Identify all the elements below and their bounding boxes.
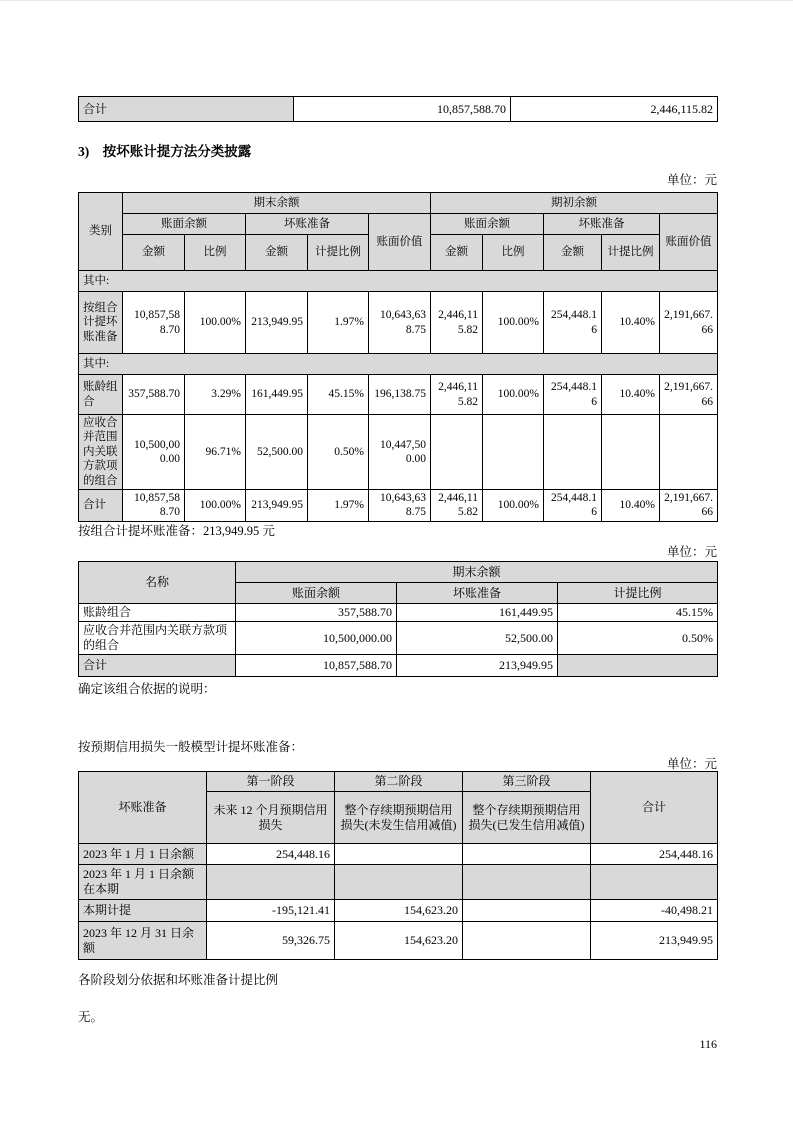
cell: 本期计提	[79, 900, 207, 922]
cell: 10.40%	[602, 375, 660, 415]
table-row	[79, 655, 718, 677]
cell: 357,588.70	[123, 375, 185, 415]
cell	[463, 844, 591, 865]
table-row	[79, 865, 718, 900]
cell: -195,121.41	[207, 900, 335, 922]
header-cell: 账面价值	[369, 214, 431, 271]
table-row	[79, 622, 718, 655]
cell: 10,447,500.00	[369, 415, 431, 490]
cell: 账龄组合	[79, 604, 236, 622]
cell: 100.00%	[483, 489, 544, 521]
header-cell: 期末余额	[236, 562, 718, 583]
group-basis-note: 确定该组合依据的说明：	[78, 682, 216, 696]
cell	[591, 865, 718, 900]
cell	[602, 415, 660, 490]
cell	[335, 865, 463, 900]
cell	[431, 415, 483, 490]
cell: 1.97%	[308, 489, 369, 521]
cell: 10,857,588.70	[123, 489, 185, 521]
header-cell: 金额	[246, 235, 308, 271]
cell: 合计	[79, 489, 123, 521]
header-cell: 坏账准备	[397, 583, 558, 604]
cell: 账龄组合	[79, 375, 123, 415]
cell: 213,949.95	[591, 922, 718, 960]
cell: 0.50%	[308, 415, 369, 490]
table-row	[79, 900, 718, 922]
cell: 161,449.95	[397, 604, 558, 622]
header-cell: 第三阶段	[463, 772, 591, 792]
cell	[207, 865, 335, 900]
header-cell: 坏账准备	[79, 772, 207, 844]
cell: 10.40%	[602, 292, 660, 354]
cell: 254,448.16	[544, 375, 602, 415]
cell	[483, 415, 544, 490]
header-cell: 整个存续期预期信用损失(未发生信用减值)	[335, 792, 463, 844]
header-cell: 类别	[79, 193, 123, 271]
table-row	[79, 97, 718, 122]
cell: 0.50%	[558, 622, 718, 655]
header-cell: 计提比例	[602, 235, 660, 271]
table-row	[79, 375, 718, 415]
cell: 2,191,667.66	[660, 292, 718, 354]
cell: 10,857,588.70	[123, 292, 185, 354]
stage-division-note: 各阶段划分依据和坏账准备计提比例	[78, 973, 279, 987]
cell: 45.15%	[558, 604, 718, 622]
unit-label: 单位：元	[666, 173, 717, 187]
page-number: 116	[699, 1037, 717, 1051]
cell: 10.40%	[602, 489, 660, 521]
ecl-model-note: 按预期信用损失一般模型计提坏账准备：	[78, 740, 304, 754]
cell: 213,949.95	[397, 655, 558, 677]
table-row	[79, 844, 718, 865]
unit-label: 单位：元	[666, 545, 717, 559]
table-header-row	[79, 772, 718, 792]
header-cell: 第二阶段	[335, 772, 463, 792]
header-cell: 第一阶段	[207, 772, 335, 792]
cell: 10,500,000.00	[236, 622, 397, 655]
header-cell: 合计	[591, 772, 718, 844]
cell: 2023 年 1 月 1 日余额在本期	[79, 865, 207, 900]
cell: 2,446,115.82	[431, 489, 483, 521]
cell: 2,191,667.66	[660, 489, 718, 521]
cell	[463, 900, 591, 922]
header-cell: 比例	[483, 235, 544, 271]
group-detail-table	[78, 561, 717, 677]
cell: 100.00%	[483, 292, 544, 354]
cell: 254,448.16	[591, 844, 718, 865]
cell: 357,588.70	[236, 604, 397, 622]
cell: 100.00%	[185, 489, 246, 521]
cell: 10,857,588.70	[236, 655, 397, 677]
cell	[544, 415, 602, 490]
none-text: 无。	[78, 1010, 104, 1024]
cell: 1.97%	[308, 292, 369, 354]
total-row-table	[78, 96, 717, 122]
header-cell: 计提比例	[308, 235, 369, 271]
cell: 3.29%	[185, 375, 246, 415]
cell: 96.71%	[185, 415, 246, 490]
cell: 254,448.16	[544, 292, 602, 354]
ecl-stages-table	[78, 771, 717, 960]
cell	[660, 415, 718, 490]
table-row	[79, 292, 718, 354]
section-heading: 3) 按坏账计提方法分类披露	[78, 144, 252, 159]
cell	[463, 865, 591, 900]
table-row	[79, 354, 718, 375]
table-row	[79, 271, 718, 292]
bad-debt-method-table	[78, 192, 717, 522]
cell: 213,949.95	[246, 489, 308, 521]
table-row	[79, 489, 718, 521]
cell: -40,498.21	[591, 900, 718, 922]
cell: 10,643,638.75	[369, 292, 431, 354]
header-cell: 账面余额	[236, 583, 397, 604]
cell: 合计	[79, 97, 294, 122]
header-cell: 整个存续期预期信用损失(已发生信用减值)	[463, 792, 591, 844]
cell: 10,643,638.75	[369, 489, 431, 521]
cell	[558, 655, 718, 677]
cell: 2023 年 1 月 1 日余额	[79, 844, 207, 865]
header-cell: 坏账准备	[246, 214, 369, 235]
cell: 2,446,115.82	[511, 97, 718, 122]
header-cell: 期初余额	[431, 193, 718, 214]
header-cell: 金额	[123, 235, 185, 271]
cell: 52,500.00	[246, 415, 308, 490]
cell: 161,449.95	[246, 375, 308, 415]
cell: 其中:	[79, 354, 718, 375]
cell: 应收合并范围内关联方款项的组合	[79, 622, 236, 655]
table-header-row	[79, 214, 718, 235]
cell: 其中:	[79, 271, 718, 292]
cell: 254,448.16	[207, 844, 335, 865]
cell: 100.00%	[185, 292, 246, 354]
cell: 52,500.00	[397, 622, 558, 655]
cell: 100.00%	[483, 375, 544, 415]
header-cell: 账面余额	[431, 214, 544, 235]
cell: 254,448.16	[544, 489, 602, 521]
header-cell: 未来 12 个月预期信用损失	[207, 792, 335, 844]
table-row	[79, 922, 718, 960]
cell: 59,326.75	[207, 922, 335, 960]
header-cell: 比例	[185, 235, 246, 271]
cell: 2,446,115.82	[431, 292, 483, 354]
unit-label: 单位：元	[666, 757, 717, 771]
cell: 45.15%	[308, 375, 369, 415]
cell: 196,138.75	[369, 375, 431, 415]
cell: 合计	[79, 655, 236, 677]
cell: 2,446,115.82	[431, 375, 483, 415]
cell: 10,857,588.70	[294, 97, 511, 122]
table-row	[79, 604, 718, 622]
table-header-row	[79, 562, 718, 583]
cell: 213,949.95	[246, 292, 308, 354]
cell	[463, 922, 591, 960]
cell: 按组合计提坏账准备	[79, 292, 123, 354]
cell: 10,500,000.00	[123, 415, 185, 490]
cell: 2,191,667.66	[660, 375, 718, 415]
cell: 154,623.20	[335, 900, 463, 922]
header-cell: 坏账准备	[544, 214, 660, 235]
table-row	[79, 415, 718, 490]
cell: 应收合并范围内关联方款项的组合	[79, 415, 123, 490]
header-cell: 账面价值	[660, 214, 718, 271]
header-cell: 金额	[544, 235, 602, 271]
group-provision-note: 按组合计提坏账准备：213,949.95 元	[78, 524, 275, 538]
cell: 154,623.20	[335, 922, 463, 960]
header-cell: 期末余额	[123, 193, 431, 214]
header-cell: 计提比例	[558, 583, 718, 604]
header-cell: 金额	[431, 235, 483, 271]
table-header-row	[79, 193, 718, 214]
header-cell: 账面余额	[123, 214, 246, 235]
header-cell: 名称	[79, 562, 236, 604]
cell	[335, 844, 463, 865]
cell: 2023 年 12 月 31 日余额	[79, 922, 207, 960]
